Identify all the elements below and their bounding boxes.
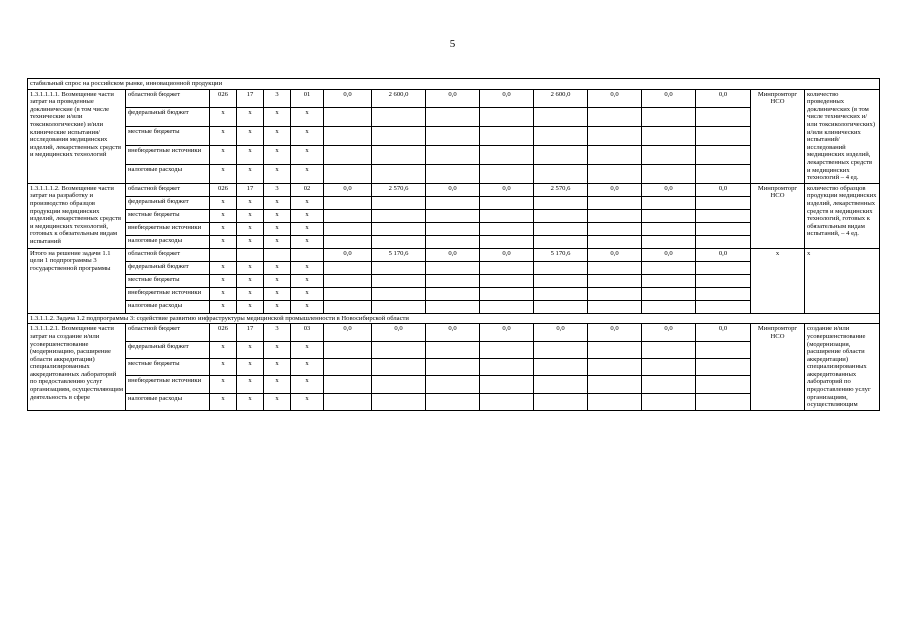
code-rz: x	[237, 274, 264, 287]
code-grbs: x	[210, 393, 237, 410]
amount-v3	[426, 196, 480, 209]
page-number: 5	[449, 38, 456, 50]
code-pr: x	[264, 274, 291, 287]
amount-v5	[534, 196, 588, 209]
amount-v4	[480, 393, 534, 410]
amount-v7	[642, 209, 696, 222]
funding-source: федеральный бюджет	[126, 196, 210, 209]
code-cs: x	[291, 164, 324, 183]
amount-v5: 5 170,6	[534, 248, 588, 261]
amount-v6	[588, 222, 642, 235]
code-rz: x	[237, 261, 264, 274]
amount-v1	[324, 300, 372, 313]
amount-v3	[426, 376, 480, 393]
amount-v1	[324, 127, 372, 146]
amount-v7	[642, 164, 696, 183]
amount-v8	[696, 164, 751, 183]
amount-v3: 0,0	[426, 89, 480, 108]
amount-v4	[480, 261, 534, 274]
table-row	[28, 89, 880, 108]
header-row-text: стабильный спрос на российском рынке, инновационной продукции	[28, 79, 880, 90]
code-cs: 03	[291, 324, 324, 341]
amount-v4	[480, 164, 534, 183]
amount-v2	[372, 341, 426, 358]
amount-v1	[324, 164, 372, 183]
table-row	[28, 324, 880, 341]
amount-v4: 0,0	[480, 89, 534, 108]
code-pr: x	[264, 341, 291, 358]
code-cs: x	[291, 196, 324, 209]
code-cs: x	[291, 108, 324, 127]
amount-v2	[372, 358, 426, 375]
amount-v5	[534, 164, 588, 183]
code-grbs: x	[210, 358, 237, 375]
amount-v2	[372, 108, 426, 127]
code-rz: x	[237, 127, 264, 146]
amount-v4	[480, 300, 534, 313]
amount-v2	[372, 127, 426, 146]
amount-v7: 0,0	[642, 89, 696, 108]
code-rz: 17	[237, 89, 264, 108]
funding-source: местные бюджеты	[126, 127, 210, 146]
code-pr: x	[264, 235, 291, 248]
amount-v3	[426, 108, 480, 127]
amount-v1	[324, 358, 372, 375]
activity-description: 1.3.1.1.2.1. Возмещение части затрат на создание и/или усовершенствование (модернизацию, расширение области аккредитации) специализированных аккредитованных лабораторий по предоставлению услуг организациям, осуществляющим деятельность в сфере	[28, 324, 126, 411]
amount-v4	[480, 274, 534, 287]
amount-v1: 0,0	[324, 248, 372, 261]
amount-v8	[696, 274, 751, 287]
funding-source: внебюджетные источники	[126, 376, 210, 393]
code-grbs: x	[210, 300, 237, 313]
amount-v8	[696, 261, 751, 274]
code-cs: x	[291, 287, 324, 300]
amount-v4	[480, 222, 534, 235]
code-grbs: x	[210, 209, 237, 222]
code-grbs: x	[210, 274, 237, 287]
amount-v7: 0,0	[642, 248, 696, 261]
amount-v6: 0,0	[588, 248, 642, 261]
amount-v5	[534, 358, 588, 375]
code-rz: x	[237, 358, 264, 375]
funding-source: налоговые расходы	[126, 164, 210, 183]
funding-source: областной бюджет	[126, 183, 210, 196]
amount-v6	[588, 287, 642, 300]
funding-source: внебюджетные источники	[126, 146, 210, 165]
amount-v2	[372, 164, 426, 183]
amount-v5	[534, 127, 588, 146]
code-pr: x	[264, 127, 291, 146]
amount-v7	[642, 108, 696, 127]
amount-v6	[588, 358, 642, 375]
amount-v1: 0,0	[324, 324, 372, 341]
amount-v2: 2 570,6	[372, 183, 426, 196]
amount-v7	[642, 261, 696, 274]
amount-v8	[696, 393, 751, 410]
code-cs	[291, 248, 324, 261]
amount-v4	[480, 108, 534, 127]
amount-v6	[588, 261, 642, 274]
amount-v5	[534, 300, 588, 313]
funding-source: внебюджетные источники	[126, 222, 210, 235]
amount-v1	[324, 261, 372, 274]
code-grbs: x	[210, 235, 237, 248]
amount-v7	[642, 222, 696, 235]
amount-v4	[480, 376, 534, 393]
code-pr: x	[264, 209, 291, 222]
amount-v3: 0,0	[426, 248, 480, 261]
amount-v8	[696, 376, 751, 393]
amount-v4	[480, 146, 534, 165]
code-cs: x	[291, 393, 324, 410]
amount-v7	[642, 274, 696, 287]
amount-v7	[642, 358, 696, 375]
amount-v4	[480, 127, 534, 146]
amount-v5	[534, 376, 588, 393]
funding-source: областной бюджет	[126, 248, 210, 261]
amount-v1	[324, 393, 372, 410]
amount-v3: 0,0	[426, 183, 480, 196]
amount-v8	[696, 300, 751, 313]
code-grbs: x	[210, 127, 237, 146]
amount-v8: 0,0	[696, 248, 751, 261]
amount-v7: 0,0	[642, 324, 696, 341]
code-rz: x	[237, 146, 264, 165]
amount-v5	[534, 261, 588, 274]
amount-v3	[426, 127, 480, 146]
code-rz: x	[237, 376, 264, 393]
amount-v7	[642, 287, 696, 300]
task-row	[28, 313, 880, 324]
code-rz: x	[237, 209, 264, 222]
amount-v7: 0,0	[642, 183, 696, 196]
amount-v8	[696, 341, 751, 358]
code-pr: x	[264, 146, 291, 165]
amount-v1	[324, 222, 372, 235]
amount-v6	[588, 164, 642, 183]
expected-result: создание и/или усовершенствование (модернизация, расширение области аккредитации) специализированных аккредитованных лабораторий по предоставлению услуг организациям, осуществляющим	[805, 324, 880, 411]
executor: x	[751, 248, 805, 313]
amount-v6	[588, 146, 642, 165]
code-rz: x	[237, 108, 264, 127]
amount-v2	[372, 235, 426, 248]
funding-source: местные бюджеты	[126, 358, 210, 375]
amount-v2	[372, 274, 426, 287]
amount-v7	[642, 235, 696, 248]
code-rz: 17	[237, 324, 264, 341]
amount-v8	[696, 287, 751, 300]
amount-v2	[372, 209, 426, 222]
code-cs: x	[291, 209, 324, 222]
amount-v8: 0,0	[696, 324, 751, 341]
code-pr: 3	[264, 89, 291, 108]
amount-v1: 0,0	[324, 183, 372, 196]
amount-v3	[426, 222, 480, 235]
funding-source: областной бюджет	[126, 324, 210, 341]
code-grbs: x	[210, 196, 237, 209]
code-rz	[237, 248, 264, 261]
amount-v1	[324, 235, 372, 248]
code-grbs: x	[210, 222, 237, 235]
code-rz: x	[237, 300, 264, 313]
amount-v5	[534, 341, 588, 358]
amount-v8	[696, 108, 751, 127]
code-cs: 01	[291, 89, 324, 108]
amount-v3	[426, 341, 480, 358]
header-row	[28, 79, 880, 90]
amount-v5	[534, 235, 588, 248]
amount-v5	[534, 222, 588, 235]
expected-result: x	[805, 248, 880, 313]
amount-v4	[480, 287, 534, 300]
code-grbs	[210, 248, 237, 261]
amount-v7	[642, 300, 696, 313]
amount-v2	[372, 376, 426, 393]
amount-v2: 5 170,6	[372, 248, 426, 261]
amount-v8	[696, 235, 751, 248]
amount-v6	[588, 196, 642, 209]
funding-source: местные бюджеты	[126, 209, 210, 222]
amount-v2	[372, 196, 426, 209]
amount-v3	[426, 209, 480, 222]
code-grbs: x	[210, 146, 237, 165]
expected-result: количество образцов продукции медицинских изделий, лекарственных средств и медицинских технологий, готовых к обязательным видам испытаний, – 4 ед.	[805, 183, 880, 248]
amount-v6	[588, 300, 642, 313]
code-grbs: x	[210, 108, 237, 127]
table-row	[28, 248, 880, 261]
amount-v3	[426, 146, 480, 165]
amount-v7	[642, 393, 696, 410]
code-cs: x	[291, 300, 324, 313]
amount-v2: 0,0	[372, 324, 426, 341]
funding-source: местные бюджеты	[126, 274, 210, 287]
code-cs: 02	[291, 183, 324, 196]
amount-v2	[372, 261, 426, 274]
code-cs: x	[291, 222, 324, 235]
code-pr: x	[264, 393, 291, 410]
amount-v2	[372, 393, 426, 410]
amount-v5: 2 570,6	[534, 183, 588, 196]
amount-v6: 0,0	[588, 324, 642, 341]
amount-v3: 0,0	[426, 324, 480, 341]
table-row	[28, 183, 880, 196]
amount-v8	[696, 196, 751, 209]
code-rz: 17	[237, 183, 264, 196]
amount-v8	[696, 146, 751, 165]
program-table	[27, 78, 880, 411]
amount-v4	[480, 341, 534, 358]
amount-v6	[588, 235, 642, 248]
code-pr: x	[264, 222, 291, 235]
amount-v8: 0,0	[696, 89, 751, 108]
amount-v5: 0,0	[534, 324, 588, 341]
activity-description: 1.3.1.1.1.2. Возмещение части затрат на разработку и производство образцов продукции медицинских изделий, лекарственных средств и медицинских технологий, готовых к обязательным видам испытаний	[28, 183, 126, 248]
amount-v1	[324, 108, 372, 127]
amount-v2	[372, 287, 426, 300]
amount-v4: 0,0	[480, 183, 534, 196]
funding-source: федеральный бюджет	[126, 108, 210, 127]
funding-source: налоговые расходы	[126, 300, 210, 313]
amount-v8	[696, 127, 751, 146]
code-rz: x	[237, 287, 264, 300]
code-rz: x	[237, 235, 264, 248]
amount-v1	[324, 341, 372, 358]
amount-v3	[426, 274, 480, 287]
amount-v8	[696, 222, 751, 235]
amount-v5	[534, 146, 588, 165]
code-grbs: 026	[210, 89, 237, 108]
code-grbs: x	[210, 341, 237, 358]
executor: Минпромторг НСО	[751, 89, 805, 183]
amount-v4	[480, 235, 534, 248]
amount-v8	[696, 358, 751, 375]
code-cs: x	[291, 146, 324, 165]
amount-v5	[534, 108, 588, 127]
amount-v7	[642, 376, 696, 393]
amount-v1	[324, 376, 372, 393]
amount-v5	[534, 287, 588, 300]
amount-v1	[324, 146, 372, 165]
amount-v4	[480, 196, 534, 209]
amount-v7	[642, 127, 696, 146]
amount-v4: 0,0	[480, 324, 534, 341]
code-pr: x	[264, 196, 291, 209]
funding-source: федеральный бюджет	[126, 261, 210, 274]
code-rz: x	[237, 393, 264, 410]
code-cs: x	[291, 274, 324, 287]
amount-v5	[534, 393, 588, 410]
code-pr	[264, 248, 291, 261]
amount-v4	[480, 358, 534, 375]
amount-v3	[426, 300, 480, 313]
amount-v1	[324, 209, 372, 222]
code-cs: x	[291, 341, 324, 358]
amount-v5	[534, 209, 588, 222]
amount-v7	[642, 146, 696, 165]
code-pr: x	[264, 358, 291, 375]
amount-v7	[642, 341, 696, 358]
code-rz: x	[237, 222, 264, 235]
funding-source: внебюджетные источники	[126, 287, 210, 300]
amount-v8	[696, 209, 751, 222]
funding-source: областной бюджет	[126, 89, 210, 108]
amount-v6: 0,0	[588, 183, 642, 196]
amount-v6	[588, 393, 642, 410]
amount-v1	[324, 274, 372, 287]
activity-description: 1.3.1.1.1.1. Возмещение части затрат на проведенные доклинические (в том числе технические и/или токсикологические) и/или клинические испытания/исследования медицинских изделий, лекарственных средств и медицинских технологий	[28, 89, 126, 183]
code-cs: x	[291, 235, 324, 248]
code-cs: x	[291, 127, 324, 146]
amount-v6	[588, 376, 642, 393]
amount-v3	[426, 358, 480, 375]
amount-v4	[480, 209, 534, 222]
code-cs: x	[291, 358, 324, 375]
amount-v2: 2 600,0	[372, 89, 426, 108]
code-grbs: 026	[210, 324, 237, 341]
code-pr: x	[264, 287, 291, 300]
activity-description: Итого на решение задачи 1.1 цели 1 подпрограммы 3 государственной программы	[28, 248, 126, 313]
amount-v5: 2 600,0	[534, 89, 588, 108]
code-pr: 3	[264, 183, 291, 196]
amount-v6	[588, 209, 642, 222]
code-pr: x	[264, 261, 291, 274]
code-pr: x	[264, 300, 291, 313]
code-rz: x	[237, 341, 264, 358]
code-pr: x	[264, 164, 291, 183]
funding-source: налоговые расходы	[126, 235, 210, 248]
code-cs: x	[291, 261, 324, 274]
amount-v7	[642, 196, 696, 209]
code-pr: x	[264, 108, 291, 127]
code-grbs: x	[210, 261, 237, 274]
code-grbs: x	[210, 287, 237, 300]
amount-v6	[588, 274, 642, 287]
task-row-text: 1.3.1.1.2. Задача 1.2 подпрограммы 3: содействие развитию инфраструктуры медицинской промышленности в Новосибирской области	[28, 313, 880, 324]
code-grbs: 026	[210, 183, 237, 196]
code-pr: x	[264, 376, 291, 393]
executor: Минпромторг НСО	[751, 183, 805, 248]
amount-v2	[372, 146, 426, 165]
code-pr: 3	[264, 324, 291, 341]
code-cs: x	[291, 376, 324, 393]
amount-v6	[588, 127, 642, 146]
amount-v6	[588, 108, 642, 127]
amount-v5	[534, 274, 588, 287]
executor: Минпромторг НСО	[751, 324, 805, 411]
amount-v2	[372, 222, 426, 235]
amount-v1: 0,0	[324, 89, 372, 108]
funding-source: федеральный бюджет	[126, 341, 210, 358]
funding-source: налоговые расходы	[126, 393, 210, 410]
amount-v3	[426, 393, 480, 410]
amount-v3	[426, 261, 480, 274]
code-rz: x	[237, 196, 264, 209]
amount-v1	[324, 196, 372, 209]
amount-v6	[588, 341, 642, 358]
amount-v3	[426, 235, 480, 248]
code-grbs: x	[210, 164, 237, 183]
code-rz: x	[237, 164, 264, 183]
amount-v4: 0,0	[480, 248, 534, 261]
amount-v3	[426, 287, 480, 300]
amount-v3	[426, 164, 480, 183]
amount-v6: 0,0	[588, 89, 642, 108]
amount-v2	[372, 300, 426, 313]
code-grbs: x	[210, 376, 237, 393]
expected-result: количество проведенных доклинических (в том числе технических и/или токсикологических) и/или клинических испытаний/исследований медицинских изделий, лекарственных средств и медицинских технологий – 4 ед.	[805, 89, 880, 183]
amount-v8: 0,0	[696, 183, 751, 196]
amount-v1	[324, 287, 372, 300]
